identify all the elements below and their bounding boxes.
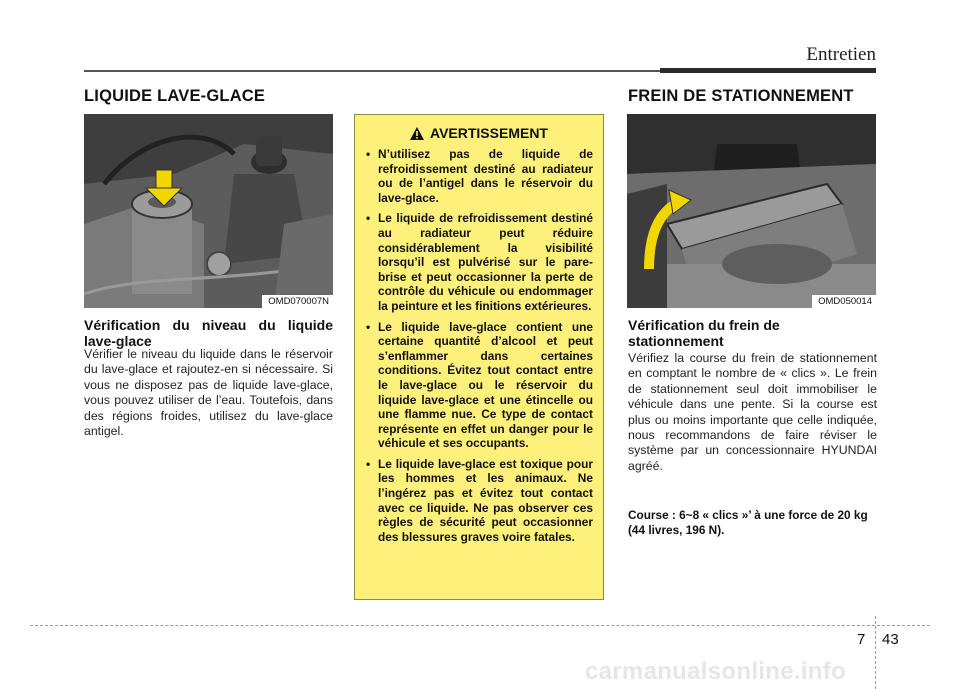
sub-heading-line: lave-glace <box>84 333 152 349</box>
warning-box <box>354 114 604 600</box>
chapter-number: 7 <box>857 631 866 648</box>
washer-reservoir-photo <box>84 114 333 308</box>
footer-divider <box>30 625 930 626</box>
parking-brake-photo <box>627 114 876 308</box>
footer-page-divider <box>875 616 876 689</box>
sub-heading-washer-check <box>84 317 333 349</box>
photo-code: OMD070007N <box>262 295 333 308</box>
engine-bay-illustration <box>84 114 333 308</box>
washer-body-text: Vérifier le niveau du liquide dans le réservoir du lave-glace et rajoutez-en si nécessaire. Si vous ne disposez pas de liquide lave-glace, vous pouvez utiliser de l’eau. Toutefois, dans des régions froides, utilisez du lave-glace antigel. <box>84 347 333 439</box>
warning-item: • Le liquide lave-glace est toxique pour les hommes et les animaux. Ne l’ingérez pas et évitez tout contact avec ce liquide. Ne pas observer ces règles de sécurité peut occasionner des blessures graves voire fatales. <box>365 457 593 545</box>
sub-heading-line: Vérification du niveau du liquide <box>84 317 333 333</box>
warning-item: • Le liquide de refroidissement destiné au radiateur peut réduire considérablement la visibilité lorsqu’il est pulvérisé sur le pare-brise et peut occasionner la perte de contrôle du véhicule ou endommager la peinture et les finitions extérieures. <box>365 211 593 313</box>
warning-list <box>355 147 603 544</box>
parking-brake-illustration <box>627 114 876 308</box>
warning-title: AVERTISSEMENT <box>430 125 548 141</box>
brake-course-note: Course : 6~8 « clics »’ à une force de 20 kg (44 livres, 196 N). <box>628 508 868 537</box>
header-title: Entretien <box>806 44 876 65</box>
section-title-washer-fluid: LIQUIDE LAVE-GLACE <box>84 87 266 105</box>
warning-header <box>355 125 603 141</box>
warning-triangle-icon <box>410 127 424 140</box>
warning-item: • N’utilisez pas de liquide de refroidissement destiné au radiateur ou de l’antigel dans le réservoir du lave-glace. <box>365 147 593 205</box>
warning-item: • Le liquide lave-glace contient une certaine quantité d’alcool et peut s’enflammer dans certaines conditions. Évitez tout contact entre le lave-glace ou le réservoir du liquide lave-glace et une étincelle ou une flamme nue. Ce type de contact représente en effet un danger pour le véhicule et ses occupants. <box>365 320 593 451</box>
header-rule <box>84 70 664 72</box>
brake-body-text: Vérifiez la course du frein de stationnement en comptant le nombre de « clics ». Le frein de stationnement seul doit immobiliser le véhicule dans une pente. Si la course est plus ou moins importante que celle indiquée, nous recommandons de faire réviser le système par un concessionnaire HYUNDAI agréé. <box>628 351 877 473</box>
header-rule-accent <box>660 68 876 73</box>
watermark: carmanualsonline.info <box>585 658 847 685</box>
sub-heading-line: Vérification du frein de <box>628 317 780 333</box>
page-number: 43 <box>882 631 899 648</box>
sub-heading-line: stationnement <box>628 333 724 349</box>
sub-heading-brake-check <box>628 317 877 349</box>
section-title-parking-brake: FREIN DE STATIONNEMENT <box>628 87 854 105</box>
photo-code: OMD050014 <box>812 295 876 308</box>
